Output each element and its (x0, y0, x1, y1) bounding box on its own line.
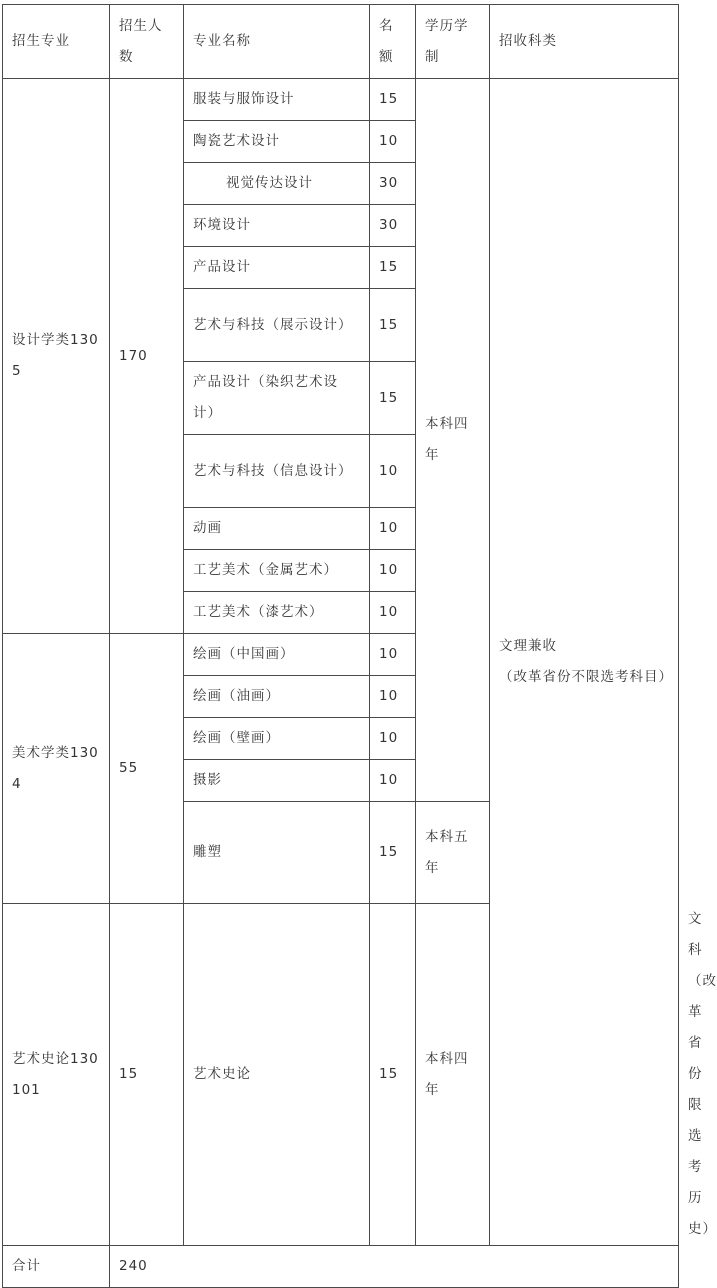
major-name: 艺术与科技（展示设计） (184, 289, 370, 362)
quota-value: 15 (370, 362, 416, 435)
enrollment-table (2, 4, 717, 1288)
major-name: 摄影 (184, 760, 370, 802)
group-count: 15 (110, 904, 184, 1246)
total-value: 240 (110, 1246, 679, 1288)
header-enroll-count: 招生人数 (110, 5, 184, 79)
major-name: 绘画（油画） (184, 676, 370, 718)
table-row (3, 79, 679, 121)
header-major-name: 专业名称 (184, 5, 370, 79)
group-count: 170 (110, 79, 184, 634)
subject-type (490, 79, 679, 1246)
quota-value: 15 (370, 904, 416, 1246)
quota-value: 15 (370, 247, 416, 289)
major-name: 绘画（壁画） (184, 718, 370, 760)
degree-length: 本科四年 (416, 79, 490, 802)
major-name: 产品设计 (184, 247, 370, 289)
major-name: 雕塑 (184, 802, 370, 904)
subject-type-label: 文理兼收 (499, 638, 557, 654)
group-name: 美术学类1304 (3, 634, 110, 904)
major-name: 工艺美术（金属艺术） (184, 550, 370, 592)
quota-value: 10 (370, 435, 416, 508)
major-name: 艺术史论 (184, 904, 370, 1246)
quota-value: 10 (370, 121, 416, 163)
major-name: 产品设计（染织艺术设计） (184, 362, 370, 435)
quota-value: 30 (370, 205, 416, 247)
major-name: 视觉传达设计 (184, 163, 370, 205)
header-subject-type: 招收科类 (490, 5, 679, 79)
group-count: 55 (110, 634, 184, 904)
quota-value: 15 (370, 802, 416, 904)
degree-length: 本科五年 (416, 802, 490, 904)
major-name: 绘画（中国画） (184, 634, 370, 676)
header-row (3, 5, 679, 79)
header-degree-length: 学历学制 (416, 5, 490, 79)
major-name: 服装与服饰设计 (184, 79, 370, 121)
total-row (3, 1246, 679, 1288)
quota-value: 10 (370, 592, 416, 634)
quota-value: 10 (370, 676, 416, 718)
quota-value: 15 (370, 289, 416, 362)
degree-length: 本科四年 (416, 904, 490, 1246)
major-name: 工艺美术（漆艺术） (184, 592, 370, 634)
major-name: 环境设计 (184, 205, 370, 247)
quota-value: 10 (370, 634, 416, 676)
group-name: 设计学类1305 (3, 79, 110, 634)
quota-value: 10 (370, 550, 416, 592)
subject-type-note: （改革省份不限选考科目） (499, 669, 673, 685)
table-row: 艺术史论130101 15 艺术史论 15 本科四年 文科 （改革省份限选考历史） (3, 904, 679, 1246)
quota-value: 10 (370, 760, 416, 802)
quota-value: 10 (370, 508, 416, 550)
quota-value: 15 (370, 79, 416, 121)
header-quota: 名额 (370, 5, 416, 79)
major-name: 陶瓷艺术设计 (184, 121, 370, 163)
major-name: 动画 (184, 508, 370, 550)
total-label: 合计 (3, 1246, 110, 1288)
header-major-group: 招生专业 (3, 5, 110, 79)
quota-value: 10 (370, 718, 416, 760)
quota-value: 30 (370, 163, 416, 205)
major-name: 艺术与科技（信息设计） (184, 435, 370, 508)
group-name: 艺术史论130101 (3, 904, 110, 1246)
